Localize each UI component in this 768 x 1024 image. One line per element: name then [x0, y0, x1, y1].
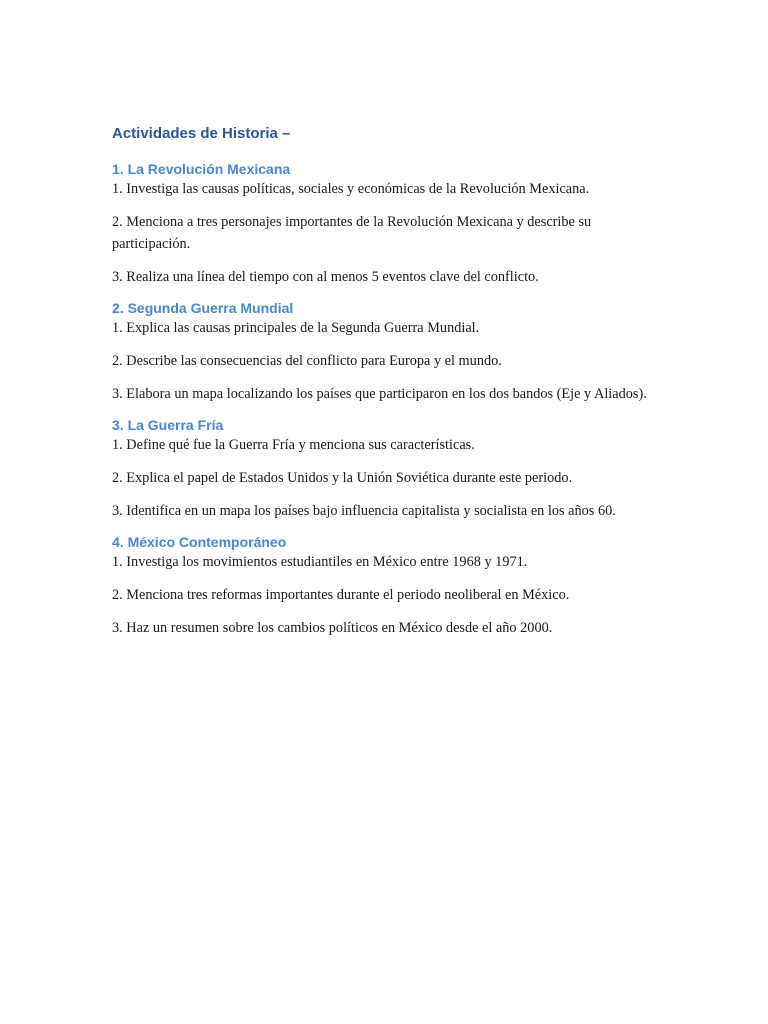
activity-item: 2. Describe las consecuencias del conflicto para Europa y el mundo.	[112, 353, 502, 369]
activity-item: 1. Explica las causas principales de la Segunda Guerra Mundial.	[112, 320, 480, 336]
activity-item: 2. Menciona tres reformas importantes durante el periodo neoliberal en México.	[112, 587, 570, 603]
section-heading: 1. La Revolución Mexicana	[112, 161, 291, 177]
document-page	[112, 124, 657, 650]
section-heading: 4. México Contemporáneo	[112, 534, 287, 550]
section-revolucion-mexicana	[112, 160, 657, 288]
activity-item: 1. Investiga las causas políticas, sociales y económicas de la Revolución Mexicana.	[112, 181, 590, 197]
document-title: Actividades de Historia –	[112, 125, 291, 142]
section-heading: 2. Segunda Guerra Mundial	[112, 300, 294, 316]
activity-item: 2. Menciona a tres personajes importantes de la Revolución Mexicana y describe su participación.	[112, 214, 592, 252]
activity-item: 3. Elabora un mapa localizando los países que participaron en los dos bandos (Eje y Aliados).	[112, 386, 647, 402]
activity-item: 2. Explica el papel de Estados Unidos y la Unión Soviética durante este periodo.	[112, 470, 573, 486]
activity-item: 1. Define qué fue la Guerra Fría y menciona sus características.	[112, 437, 475, 453]
activity-item: 3. Identifica en un mapa los países bajo influencia capitalista y socialista en los años 60.	[112, 503, 616, 519]
section-mexico-contemporaneo	[112, 533, 657, 639]
section-heading: 3. La Guerra Fría	[112, 417, 224, 433]
activity-item: 3. Realiza una línea del tiempo con al menos 5 eventos clave del conflicto.	[112, 269, 539, 285]
section-guerra-fria	[112, 416, 657, 522]
section-segunda-guerra-mundial	[112, 299, 657, 405]
activity-item: 3. Haz un resumen sobre los cambios políticos en México desde el año 2000.	[112, 620, 553, 636]
activity-item: 1. Investiga los movimientos estudiantiles en México entre 1968 y 1971.	[112, 554, 528, 570]
